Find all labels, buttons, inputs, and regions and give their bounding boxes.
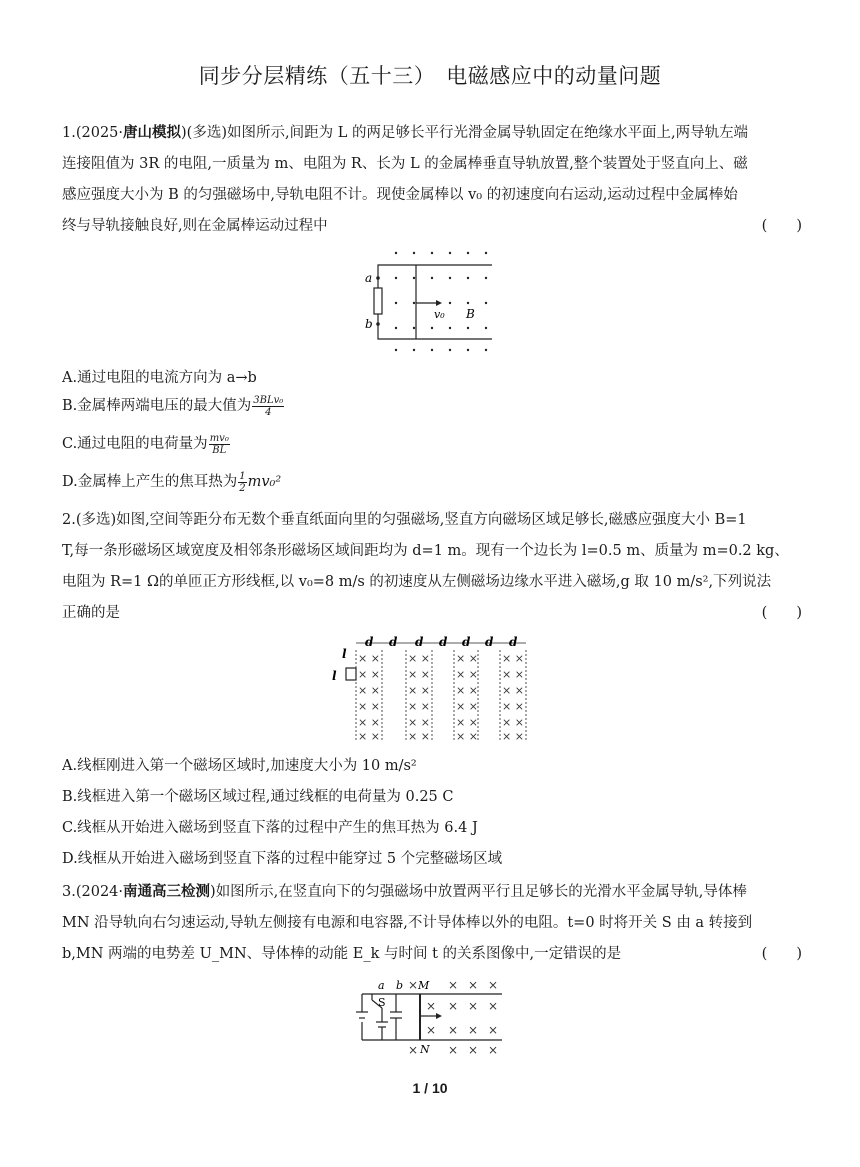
q2-line-2: T,每一条形磁场区域宽度及相邻条形磁场区域间距均为 d=1 m。现有一个边长为 l=0.5 m、质量为 m=0.2 kg、 (62, 543, 789, 559)
label-B: B (466, 307, 475, 321)
label-a: a (365, 271, 373, 285)
svg-text:× ×: × × (456, 668, 478, 681)
svg-text:×: × (468, 978, 479, 992)
svg-text:× ×: × × (502, 700, 524, 713)
q2-line-1: 2.(多选)如图,空间等距分布无数个垂直纸面向里的匀强磁场,竖直方向磁场区域足够长,磁感应强度大小 B=1 (62, 512, 747, 528)
label-d-3: d (415, 635, 424, 649)
q1-source: 唐山模拟 (123, 125, 182, 141)
svg-text:× ×: × × (502, 716, 524, 729)
label-a: a (378, 979, 385, 992)
svg-text:× ×: × × (358, 730, 380, 743)
label-l-side: l (332, 669, 337, 683)
q3-source: 南通高三检测 (123, 884, 211, 900)
label-l-top: l (342, 647, 347, 661)
label-v0: v₀ (434, 308, 445, 321)
label-b: b (396, 979, 404, 992)
question-3 (62, 877, 802, 970)
q1-option-b-fraction: $\frac{\text{3BLv₀}}{4}$ (253, 394, 284, 418)
svg-text:× ×: × × (408, 652, 430, 665)
q2-figure (330, 634, 530, 746)
svg-text:× ×: × × (408, 684, 430, 697)
q1-option-a: A.通过电阻的电流方向为 a→b (62, 370, 257, 386)
svg-text:× ×: × × (456, 652, 478, 665)
label-d-7: d (509, 635, 518, 649)
q3-answer-paren: ( ) (761, 946, 802, 962)
svg-text:× ×: × × (358, 716, 380, 729)
q1-option-b: B.金属棒两端电压的最大值为 $\frac{\text{3BLv₀}}{4}$ (62, 394, 284, 418)
q1-option-c-fraction: $\frac{\text{mv₀}}{BL}$ (209, 432, 229, 456)
q1-line-2: 连接阻值为 3R 的电阻,一质量为 m、电阻为 R、长为 L 的金属棒垂直导轨放置,整个装置处于竖直向上、磁 (62, 156, 748, 172)
q1-line-3: 感应强度大小为 B 的匀强磁场中,导轨电阻不计。现使金属棒以 v₀ 的初速度向右运动,运动过程中金属棒始 (62, 187, 738, 203)
svg-text:× ×: × × (502, 652, 524, 665)
svg-text:× ×: × × (456, 684, 478, 697)
label-m: M (418, 979, 430, 992)
q3-line-2: MN 沿导轨向右匀速运动,导轨左侧接有电源和电容器,不计导体棒以外的电阻。t=0 时将开关 S 由 a 转接到 (62, 915, 753, 931)
svg-text:× ×: × × (358, 684, 380, 697)
label-d-2: d (389, 635, 398, 649)
page-title: 同步分层精练（五十三） 电磁感应中的动量问题 (198, 64, 662, 88)
label-s: S (378, 996, 386, 1009)
svg-text:×: × (468, 1043, 479, 1057)
q2-option-d: D.线框从开始进入磁场到竖直下落的过程中能穿过 5 个完整磁场区域 (62, 851, 503, 867)
label-n: N (420, 1043, 430, 1056)
svg-text:× ×: × × (408, 668, 430, 681)
q1-option-d-fraction: $\frac{1}{2}$ (239, 470, 246, 494)
svg-text:× ×: × × (456, 730, 478, 743)
svg-text:× ×: × × (456, 716, 478, 729)
q1-answer-paren: ( ) (761, 218, 802, 234)
q1-line-4: 终与导轨接触良好,则在金属棒运动过程中 ( ) (62, 211, 802, 242)
q2-line-4: 正确的是 ( ) (62, 598, 802, 629)
q3-line-3: b,MN 两端的电势差 U_MN、导体棒的动能 E_k 与时间 t 的关系图像中,一定错误的是 ( ) (62, 939, 802, 970)
q2-line-3: 电阻为 R=1 Ω的单匝正方形线框,以 v₀=8 m/s 的初速度从左侧磁场边缘水平进入磁场,g 取 10 m/s²,下列说法 (62, 574, 772, 590)
svg-text:×: × (488, 1023, 499, 1037)
field-dot (395, 252, 397, 254)
svg-text:×: × (448, 1043, 459, 1057)
svg-text:× ×: × × (408, 700, 430, 713)
svg-text:×: × (488, 999, 499, 1013)
svg-text:× ×: × × (502, 668, 524, 681)
svg-text:× ×: × × (358, 652, 380, 665)
resistor (374, 288, 382, 314)
q2-option-c: C.线框从开始进入磁场到竖直下落的过程中产生的焦耳热为 6.4 J (62, 820, 478, 836)
label-d-6: d (485, 635, 494, 649)
q1-figure (360, 246, 500, 358)
svg-text:× ×: × × (502, 730, 524, 743)
svg-text:×: × (426, 999, 437, 1013)
top-rail (378, 265, 492, 288)
svg-text:× ×: × × (358, 668, 380, 681)
square-coil (346, 668, 356, 680)
svg-text:× ×: × × (408, 716, 430, 729)
svg-text:×: × (426, 1023, 437, 1037)
svg-text:×: × (408, 1043, 419, 1057)
svg-text:×: × (448, 999, 459, 1013)
label-d-4: d (439, 635, 448, 649)
svg-text:× ×: × × (358, 700, 380, 713)
svg-text:× ×: × × (408, 730, 430, 743)
svg-text:×: × (408, 978, 419, 992)
q3-figure (352, 976, 504, 1060)
q2-answer-paren: ( ) (761, 605, 802, 621)
question-1 (62, 118, 802, 242)
q1-option-c: C.通过电阻的电荷量为 $\frac{\text{mv₀}}{BL}$ (62, 432, 229, 456)
question-2 (62, 505, 802, 629)
q2-option-b: B.线框进入第一个磁场区域过程,通过线框的电荷量为 0.25 C (62, 789, 454, 805)
svg-text:×: × (468, 1023, 479, 1037)
svg-text:×: × (488, 978, 499, 992)
svg-text:×: × (448, 978, 459, 992)
page-number: 1 / 10 (412, 1080, 448, 1096)
label-d-1: d (365, 635, 374, 649)
label-d-5: d (462, 635, 471, 649)
svg-text:× ×: × × (502, 684, 524, 697)
q3-line-1: 3.(2024·南通高三检测)如图所示,在竖直向下的匀强磁场中放置两平行且足够长的光滑水平金属导轨,导体棒 (62, 884, 747, 900)
svg-text:× ×: × × (456, 700, 478, 713)
q1-line-1: 1.(2025·唐山模拟)(多选)如图所示,间距为 L 的两足够长平行光滑金属导轨固定在绝缘水平面上,两导轨左端 (62, 125, 749, 141)
q2-option-a: A.线框刚进入第一个磁场区域时,加速度大小为 10 m/s² (62, 758, 417, 774)
svg-text:×: × (468, 999, 479, 1013)
svg-text:×: × (488, 1043, 499, 1057)
label-b: b (365, 317, 373, 331)
q1-option-d: D.金属棒上产生的焦耳热为 $\frac{1}{2}$ mv₀² (62, 470, 282, 494)
svg-text:×: × (448, 1023, 459, 1037)
